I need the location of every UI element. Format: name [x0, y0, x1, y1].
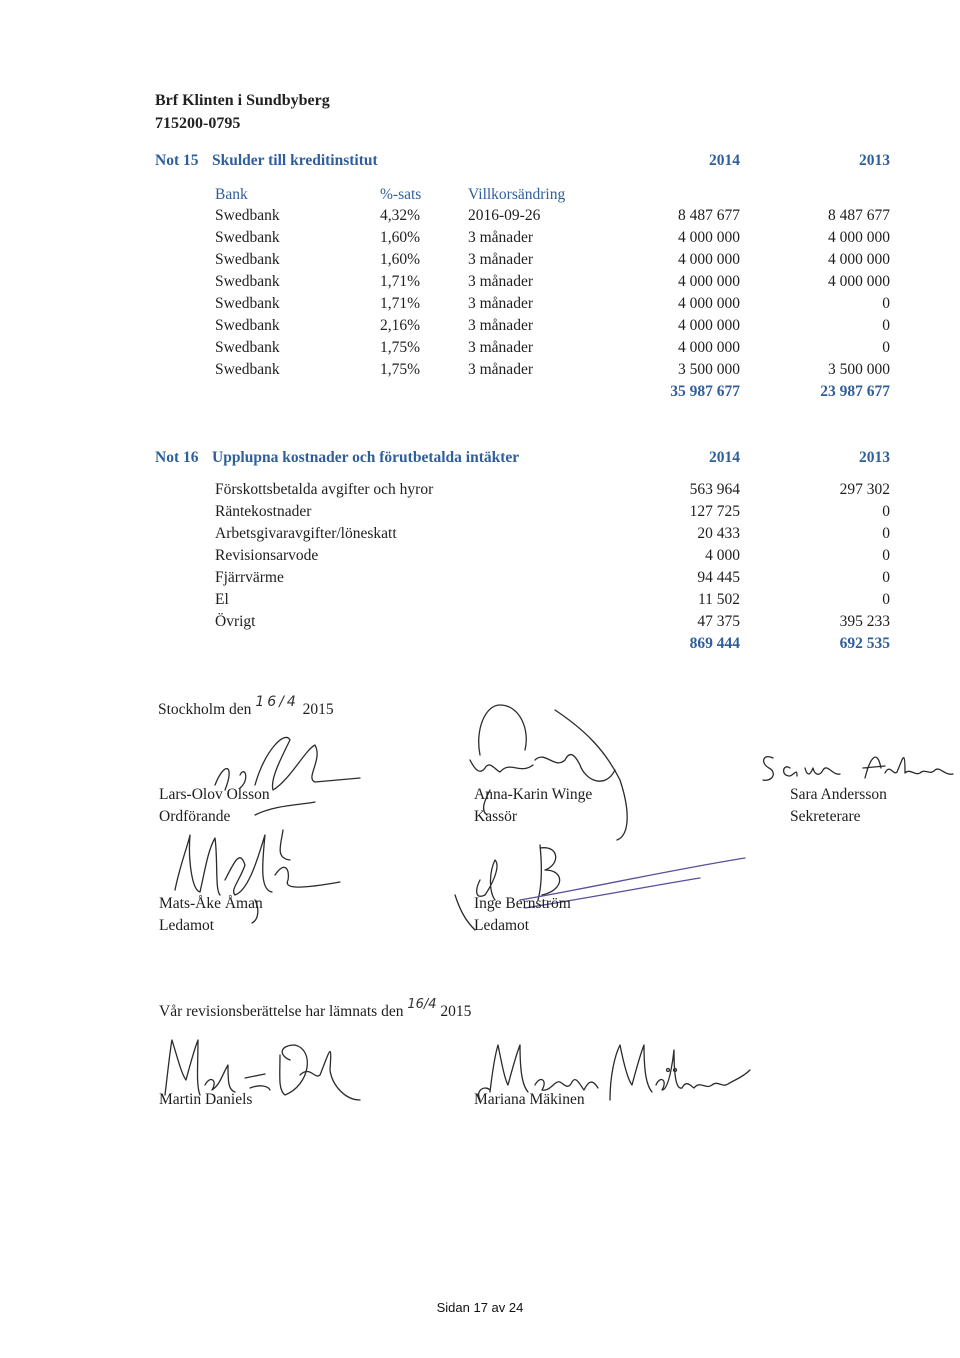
change-cell: 3 månader [468, 339, 533, 356]
note15-col-rate: %-sats [380, 186, 422, 203]
handwritten-date: 16/4 [255, 694, 299, 710]
value-2014-cell: 11 502 [697, 591, 740, 608]
value-2014-cell: 127 725 [689, 503, 740, 520]
value-2013-cell: 4 000 000 [828, 273, 890, 290]
audit-year: 2015 [440, 1003, 472, 1020]
audit-statement [159, 997, 472, 1021]
bank-cell: Swedbank [215, 361, 280, 378]
note16-title: Upplupna kostnader och förutbetalda intäkter [212, 449, 520, 466]
change-cell: 3 månader [468, 317, 533, 334]
value-2013-cell: 3 500 000 [828, 361, 890, 378]
note15-total-2014: 35 987 677 [670, 383, 740, 400]
value-2014-cell: 47 375 [697, 613, 740, 630]
value-2014-cell: 563 964 [689, 481, 740, 498]
value-2013-cell: 4 000 000 [828, 251, 890, 268]
rate-cell: 1,60% [380, 229, 421, 246]
note15-year-2014: 2014 [709, 152, 740, 169]
value-2014-cell: 3 500 000 [678, 361, 740, 378]
table-row [215, 207, 280, 225]
value-2013-cell: 0 [882, 569, 890, 586]
bank-cell: Swedbank [215, 229, 280, 246]
rate-cell: 1,75% [380, 339, 421, 356]
signing-year: 2015 [302, 701, 334, 718]
page-number: Sidan 17 av 24 [436, 1300, 524, 1315]
change-cell: 3 månader [468, 361, 533, 378]
change-cell: 3 månader [468, 229, 533, 246]
bank-cell: Swedbank [215, 295, 280, 312]
value-2013-cell: 297 302 [839, 481, 890, 498]
signer-name-mats-ake-aman: Mats-Åke Åman [159, 895, 263, 912]
item-cell: Arbetsgivaravgifter/löneskatt [215, 525, 397, 542]
note15-label: Not 15 [155, 152, 199, 169]
note15-title: Skulder till kreditinstitut [212, 152, 378, 169]
value-2013-cell: 0 [882, 295, 890, 312]
note16-total-2013: 692 535 [839, 635, 890, 652]
organization-name: Brf Klinten i Sundbyberg [155, 92, 330, 109]
value-2014-cell: 4 000 000 [678, 339, 740, 356]
item-cell: Förskottsbetalda avgifter och hyror [215, 481, 434, 498]
change-cell: 3 månader [468, 295, 533, 312]
item-cell: Övrigt [215, 613, 256, 630]
organization-number: 715200-0795 [155, 115, 241, 132]
signature-anna-karin-winge [445, 700, 655, 850]
rate-cell: 2,16% [380, 317, 421, 334]
value-2014-cell: 8 487 677 [678, 207, 740, 224]
value-2014-cell: 4 000 [705, 547, 740, 564]
note16-label: Not 16 [155, 449, 199, 466]
audit-handwritten-date: 16/4 [407, 997, 437, 1012]
rate-cell: 1,71% [380, 273, 421, 290]
bank-cell: Swedbank [215, 251, 280, 268]
change-cell: 3 månader [468, 251, 533, 268]
item-cell: Räntekostnader [215, 503, 312, 520]
note16-year-2014: 2014 [709, 449, 740, 466]
signing-place-date [158, 694, 334, 719]
signer-role-ledamot: Ledamot [159, 917, 215, 934]
item-cell: Fjärrvärme [215, 569, 284, 586]
signer-name-lars-olov-olsson: Lars-Olov Olsson [159, 786, 270, 803]
note15-col-bank: Bank [215, 186, 248, 203]
bank-cell: Swedbank [215, 273, 280, 290]
note15-total-2013: 23 987 677 [820, 383, 890, 400]
value-2013-cell: 4 000 000 [828, 229, 890, 246]
signer-name-anna-karin-winge: Anna-Karin Winge [474, 786, 593, 803]
value-2013-cell: 0 [882, 591, 890, 608]
signer-role-ledamot: Ledamot [474, 917, 530, 934]
signer-name-inge-bernstrom: Inge Bernström [474, 895, 571, 912]
bank-cell: Swedbank [215, 339, 280, 356]
value-2014-cell: 20 433 [697, 525, 740, 542]
auditor-name-mariana-makinen: Mariana Mäkinen [474, 1091, 585, 1108]
rate-cell: 1,60% [380, 251, 421, 268]
signer-name-sara-andersson: Sara Andersson [790, 786, 887, 803]
signer-role-kassor: Kassör [474, 808, 518, 825]
rate-cell: 4,32% [380, 207, 421, 224]
value-2013-cell: 0 [882, 503, 890, 520]
change-cell: 2016-09-26 [468, 207, 541, 224]
signer-role-sekreterare: Sekreterare [790, 808, 861, 825]
value-2014-cell: 4 000 000 [678, 295, 740, 312]
value-2014-cell: 4 000 000 [678, 273, 740, 290]
bank-cell: Swedbank [215, 207, 280, 224]
value-2014-cell: 4 000 000 [678, 317, 740, 334]
value-2014-cell: 4 000 000 [678, 229, 740, 246]
value-2014-cell: 94 445 [697, 569, 740, 586]
note16-year-2013: 2013 [859, 449, 890, 466]
note16-total-2014: 869 444 [689, 635, 740, 652]
item-cell: Revisionsarvode [215, 547, 319, 564]
signer-role-ordforande: Ordförande [159, 808, 231, 825]
note15-year-2013: 2013 [859, 152, 890, 169]
value-2013-cell: 0 [882, 339, 890, 356]
value-2014-cell: 4 000 000 [678, 251, 740, 268]
rate-cell: 1,75% [380, 361, 421, 378]
auditor-name-martin-daniels: Martin Daniels [159, 1091, 253, 1108]
rate-cell: 1,71% [380, 295, 421, 312]
value-2013-cell: 0 [882, 547, 890, 564]
audit-statement-prefix: Vår revisionsberättelse har lämnats den [159, 1003, 404, 1020]
place-date-prefix: Stockholm den [158, 701, 252, 718]
value-2013-cell: 8 487 677 [828, 207, 890, 224]
change-cell: 3 månader [468, 273, 533, 290]
note15-col-change: Villkorsändring [468, 186, 566, 203]
value-2013-cell: 395 233 [839, 613, 890, 630]
value-2013-cell: 0 [882, 525, 890, 542]
value-2013-cell: 0 [882, 317, 890, 334]
bank-cell: Swedbank [215, 317, 280, 334]
item-cell: El [215, 591, 229, 608]
